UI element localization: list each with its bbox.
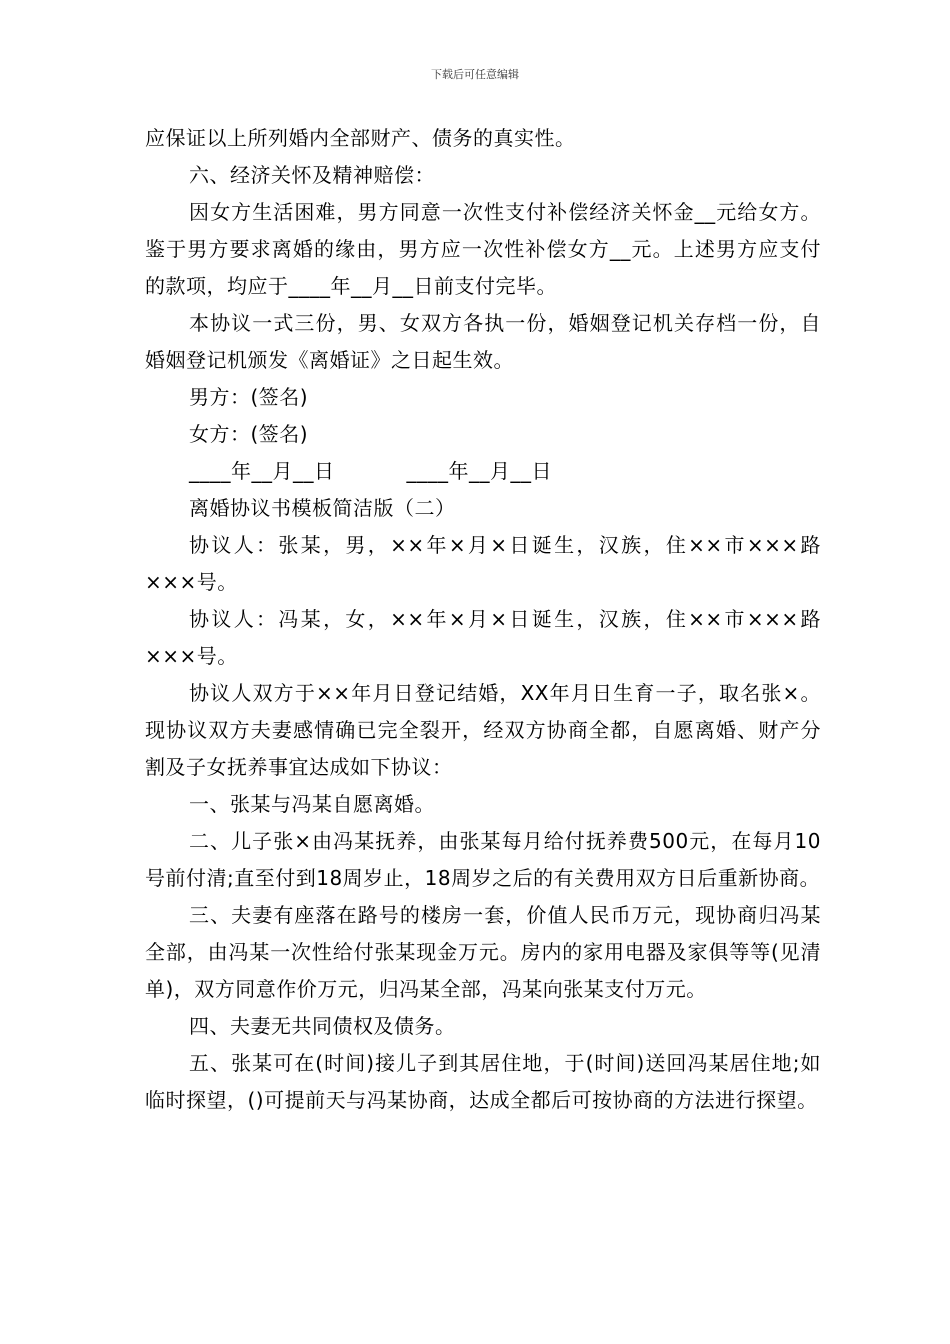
date-left: ____年__月__日 [189,459,335,483]
paragraph-compensation: 因女方生活困难，男方同意一次性支付补偿经济关怀金__元给女方。鉴于男方要求离婚的缘由，男方应一次性补偿女方__元。上述男方应支付的款项，均应于____年__月__日前支付完毕。 [145,200,821,298]
clause-3: 三、夫妻有座落在路号的楼房一套，价值人民币万元，现协商归冯某全部，由冯某一次性给付张某现金万元。房内的家用电器及家俱等等(见清单)，双方同意作价万元，归冯某全部，冯某向张某支付万元。 [145,903,821,1001]
document-body [145,120,821,1119]
paragraph-copies: 本协议一式三份，男、女双方各执一份，婚姻登记机关存档一份，自婚姻登记机颁发《离婚证》之日起生效。 [145,311,821,372]
page-header: 下载后可任意编辑 [431,68,519,81]
paragraph-agreement-intro: 协议人双方于××年月日登记结婚，XX年月日生育一子，取名张×。现协议双方夫妻感情确已完全裂开，经双方协商全都，自愿离婚、财产分割及子女抚养事宜达成如下协议： [145,681,821,779]
paragraph-1: 应保证以上所列婚内全部财产、债务的真实性。 [145,126,576,150]
date-right: ____年__月__日 [406,459,552,483]
clause-5: 五、张某可在(时间)接儿子到其居住地，于(时间)送回冯某居住地;如临时探望，()可提前天与冯某协商，达成全都后可按协商的方法进行探望。 [145,1051,821,1112]
clause-4: 四、夫妻无共同债权及债务。 [189,1014,456,1038]
signature-male: 男方：(签名) [189,385,309,409]
date-line [145,453,821,490]
party-zhang: 协议人：张某，男，××年×月×日诞生，汉族，住××市×××路×××号。 [145,533,821,594]
party-feng: 协议人：冯某，女，××年×月×日诞生，汉族，住××市×××路×××号。 [145,607,821,668]
signature-female: 女方：(签名) [189,422,309,446]
clause-2: 二、儿子张×由冯某抚养，由张某每月给付抚养费500元，在每月10号前付清;直至付到18周岁止，18周岁之后的有关费用双方日后重新协商。 [145,829,821,890]
template-title-2: 离婚协议书模板简洁版（二） [189,496,456,520]
clause-1: 一、张某与冯某自愿离婚。 [189,792,435,816]
section-heading-6: 六、经济关怀及精神赔偿： [189,163,435,187]
